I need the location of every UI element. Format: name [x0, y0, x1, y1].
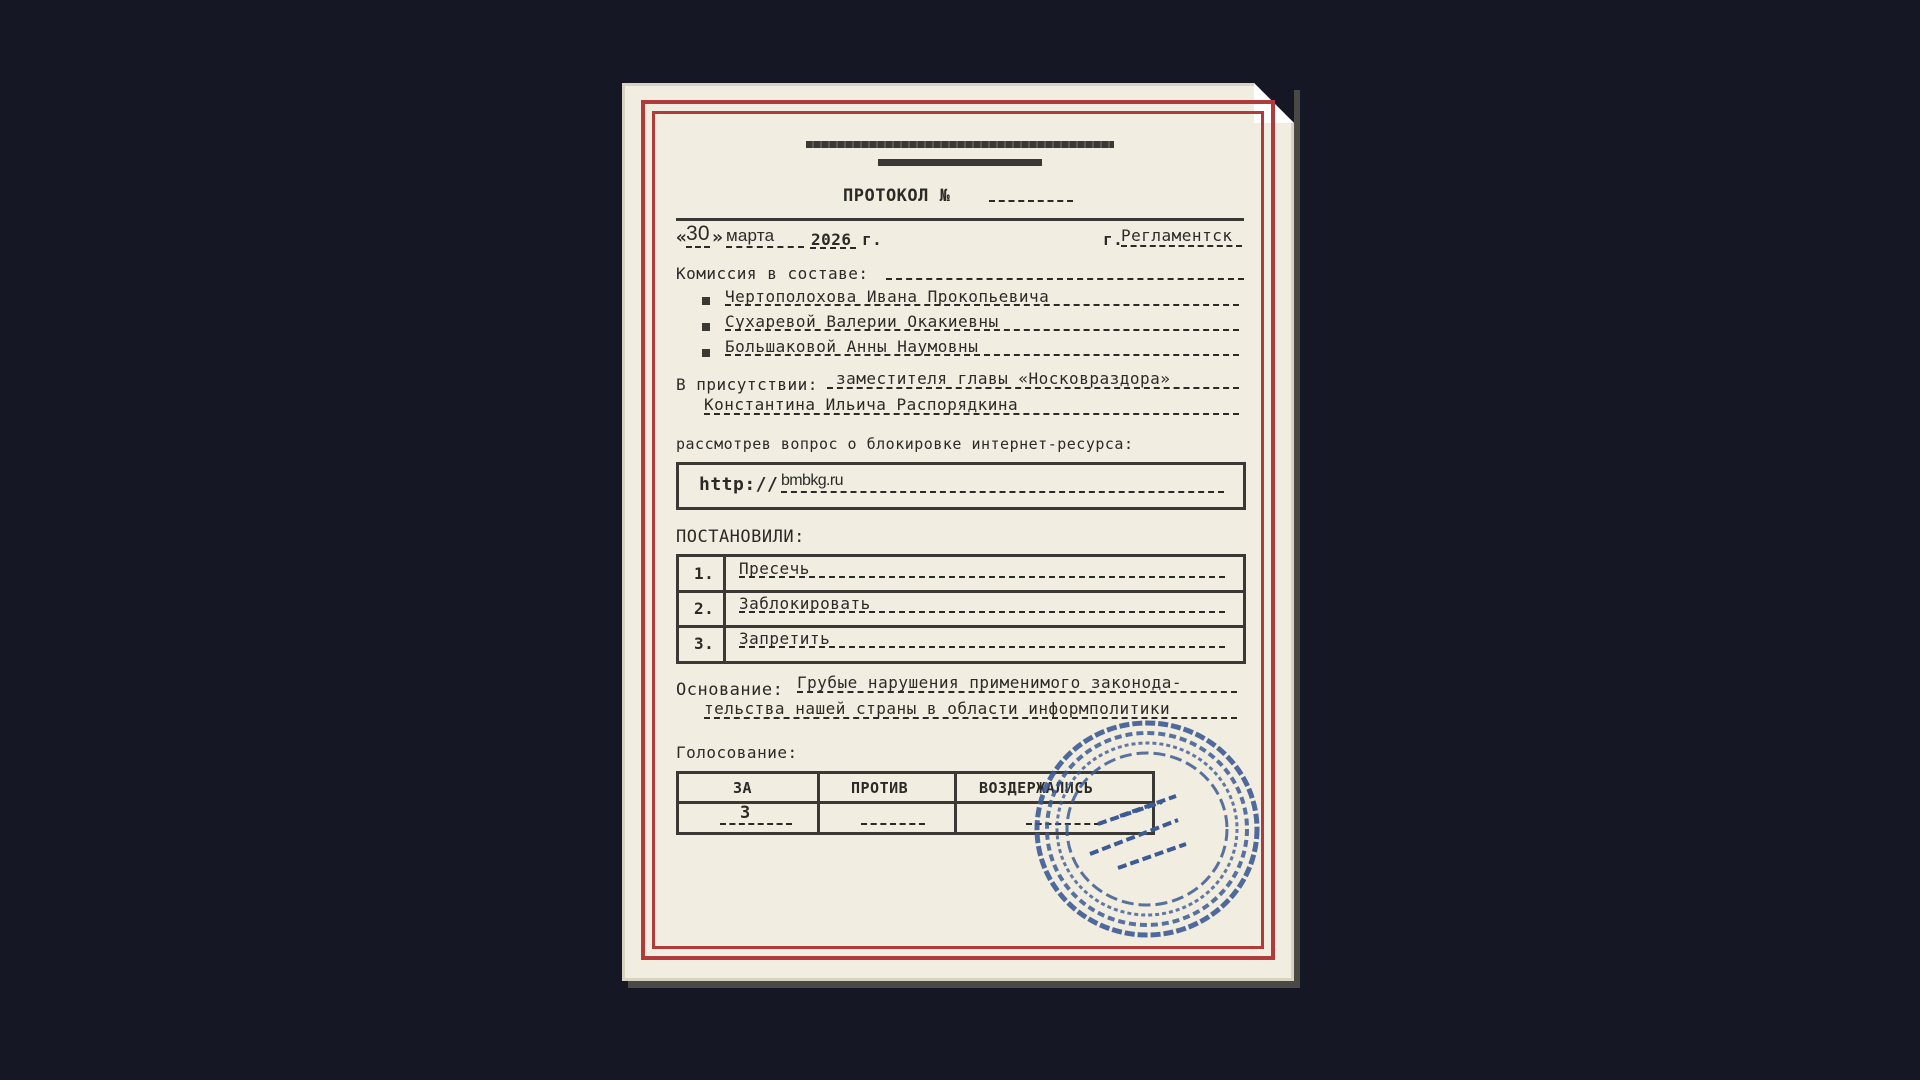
url-underline — [781, 491, 1224, 493]
commission-member-1: Чертополохова Ивана Прокопьевича — [725, 287, 1050, 306]
resolution-line-2 — [739, 611, 1225, 613]
commission-label: Комиссия в составе: — [676, 264, 869, 283]
resolution-text-3: Запретить — [739, 629, 831, 648]
vote-header-for: ЗА — [733, 779, 753, 797]
resolution-text-2: Заблокировать — [739, 594, 871, 613]
member-line-2 — [725, 329, 1239, 331]
resolution-num-1: 1. — [694, 564, 715, 583]
vote-line-for — [720, 823, 792, 825]
resolution-text-1: Пресечь — [739, 559, 810, 578]
bullet-icon — [702, 323, 710, 331]
resolution-line-3 — [739, 646, 1225, 648]
commission-member-3: Большаковой Анны Наумовны — [725, 337, 979, 356]
date-month-line — [726, 246, 804, 248]
header-bar-top — [806, 141, 1114, 148]
bullet-icon — [702, 349, 710, 357]
header-bar-bottom — [878, 159, 1042, 166]
city-prefix: г. — [1103, 230, 1124, 249]
resolution-num-3: 3. — [694, 634, 715, 653]
commission-member-2: Сухаревой Валерии Окакиевны — [725, 312, 999, 331]
basis-line-2: тельства нашей страны в области информполитики — [704, 699, 1171, 718]
date-open-quote: « — [676, 227, 688, 248]
year-suffix: г. — [862, 230, 883, 249]
voting-col-divider — [817, 771, 820, 835]
resolution-divider — [723, 554, 726, 664]
bullet-icon — [702, 297, 710, 305]
presence-label: В присутствии: — [676, 375, 818, 394]
presence-underline-2 — [704, 413, 1239, 415]
resolution-line-1 — [739, 576, 1225, 578]
resolution-row-divider — [676, 590, 1246, 593]
vote-header-against: ПРОТИВ — [851, 779, 909, 797]
date-day: 30 — [686, 222, 710, 245]
resource-label: рассмотрев вопрос о блокировке интернет-ресурса: — [676, 435, 1134, 453]
city-line — [1121, 245, 1242, 247]
presence-line-2: Константина Ильича Распорядкина — [704, 395, 1019, 414]
vote-value-for: 3 — [740, 803, 751, 823]
date-day-line — [686, 246, 710, 248]
presence-underline-1 — [827, 387, 1239, 389]
date-month: марта — [726, 226, 775, 245]
date-year: 2026 — [811, 230, 852, 249]
vote-line-abstained — [1026, 823, 1100, 825]
date-year-line — [810, 247, 856, 249]
date-close-quote: » — [712, 227, 724, 248]
basis-line-1: Грубые нарушения применимого законода- — [797, 673, 1183, 692]
vote-line-against — [861, 823, 925, 825]
document-title: ПРОТОКОЛ № — [843, 186, 951, 206]
basis-underline-2 — [704, 717, 1237, 719]
voting-col-divider — [954, 771, 957, 835]
presence-line-1: заместителя главы «Носковраздора» — [836, 369, 1171, 388]
resolution-row-divider — [676, 625, 1246, 628]
basis-underline-1 — [797, 691, 1237, 693]
voting-label: Голосование: — [676, 743, 798, 762]
url-value[interactable]: bmbkg.ru — [781, 472, 843, 489]
resolution-label: ПОСТАНОВИЛИ: — [676, 527, 805, 547]
url-prefix: http:// — [699, 474, 779, 495]
resolution-num-2: 2. — [694, 599, 715, 618]
vote-header-abstained: ВОЗДЕРЖАЛИСЬ — [979, 779, 1094, 797]
member-line-1 — [725, 304, 1239, 306]
city-name: Регламентск — [1121, 226, 1233, 245]
title-underline — [676, 218, 1244, 221]
commission-line — [886, 278, 1244, 280]
basis-label: Основание: — [676, 680, 784, 700]
protocol-number-field[interactable] — [989, 200, 1073, 202]
member-line-3 — [725, 354, 1239, 356]
